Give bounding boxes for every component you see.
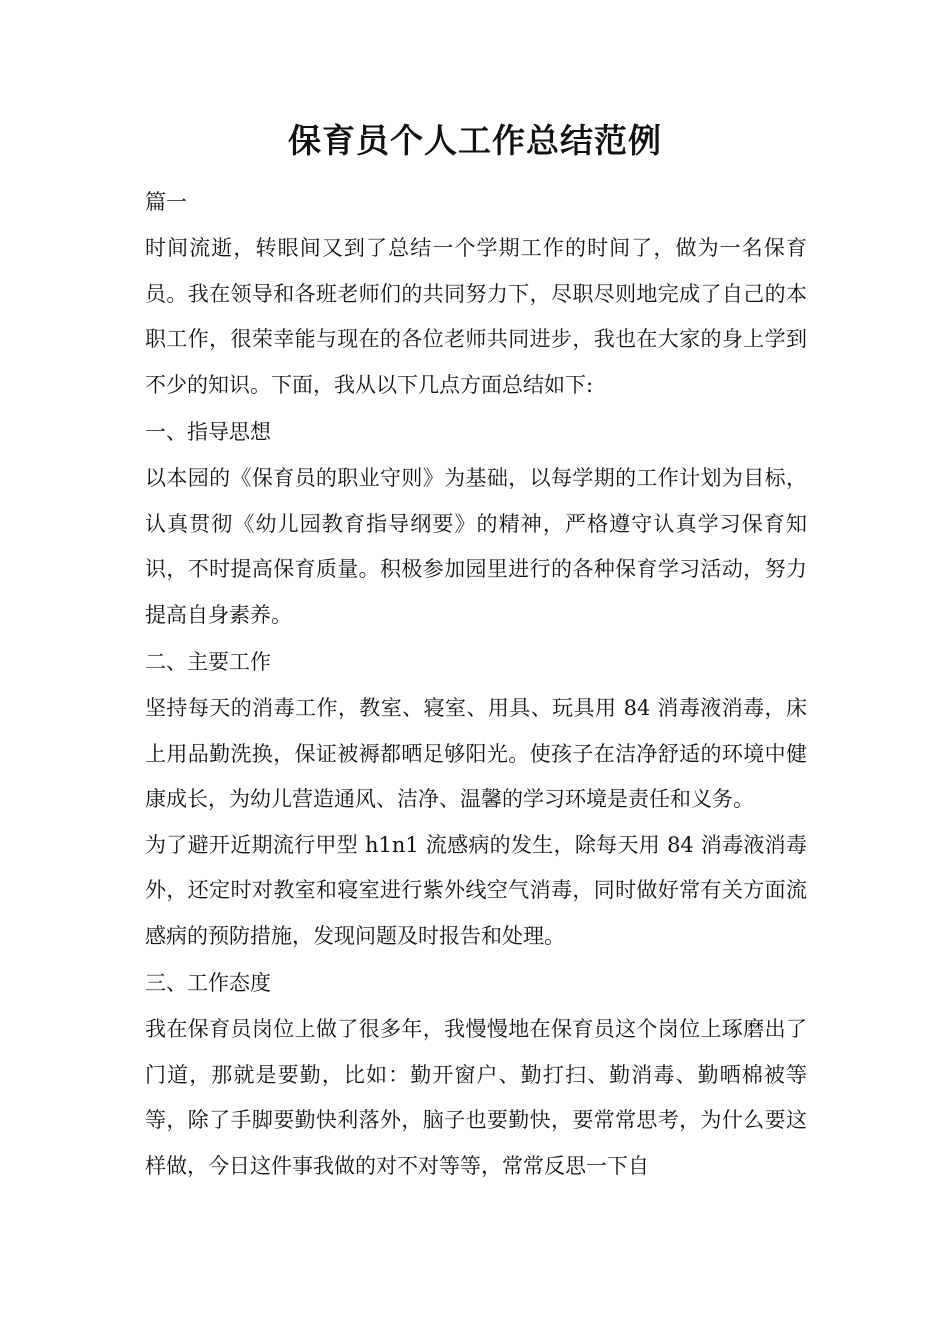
section-paragraph-flu-prevention: 为了避开近期流行甲型 h1n1 流感病的发生，除每天用 84 消毒液消毒外，还定时对教室和寝室进行紫外线空气消毒，同时做好常有关方面流感病的预防措施，发现问题及时报告和处理。: [145, 832, 807, 948]
document-body: [145, 184, 807, 1189]
section-heading-work-attitude: 三、工作态度: [145, 971, 271, 995]
document-title: 保育员个人工作总结范例: [288, 121, 662, 160]
section-paragraph-guiding-thought: 以本园的《保育员的职业守则》为基础，以每学期的工作计划为目标，认真贯彻《幼儿园教育指导纲要》的精神，严格遵守认真学习保育知识，不时提高保育质量。积极参加园里进行的各种保育学习活动，努力提高自身素养。: [145, 466, 807, 627]
part-label: 篇一: [145, 190, 187, 214]
section-paragraph-work-attitude: 我在保育员岗位上做了很多年，我慢慢地在保育员这个岗位上琢磨出了门道，那就是要勤，比如：勤开窗户、勤打扫、勤消毒、勤晒棉被等等，除了手脚要勤快利落外，脑子也要勤快，要常常思考，为什么要这样做，今日这件事我做的对不对等等，常常反思一下自: [145, 1017, 807, 1178]
intro-paragraph: 时间流逝，转眼间又到了总结一个学期工作的时间了，做为一名保育员。我在领导和各班老师们的共同努力下，尽职尽则地完成了自己的本职工作，很荣幸能与现在的各位老师共同进步，我也在大家的身上学到不少的知识。下面，我从以下几点方面总结如下:: [145, 236, 807, 397]
section-heading-main-work: 二、主要工作: [145, 650, 271, 674]
section-heading-guiding-thought: 一、指导思想: [145, 420, 271, 444]
section-paragraph-disinfection: 坚持每天的消毒工作，教室、寝室、用具、玩具用 84 消毒液消毒，床上用品勤洗换，保证被褥都晒足够阳光。使孩子在洁净舒适的环境中健康成长，为幼儿营造通风、洁净、温馨的学习环境是责任和义务。: [145, 696, 807, 811]
